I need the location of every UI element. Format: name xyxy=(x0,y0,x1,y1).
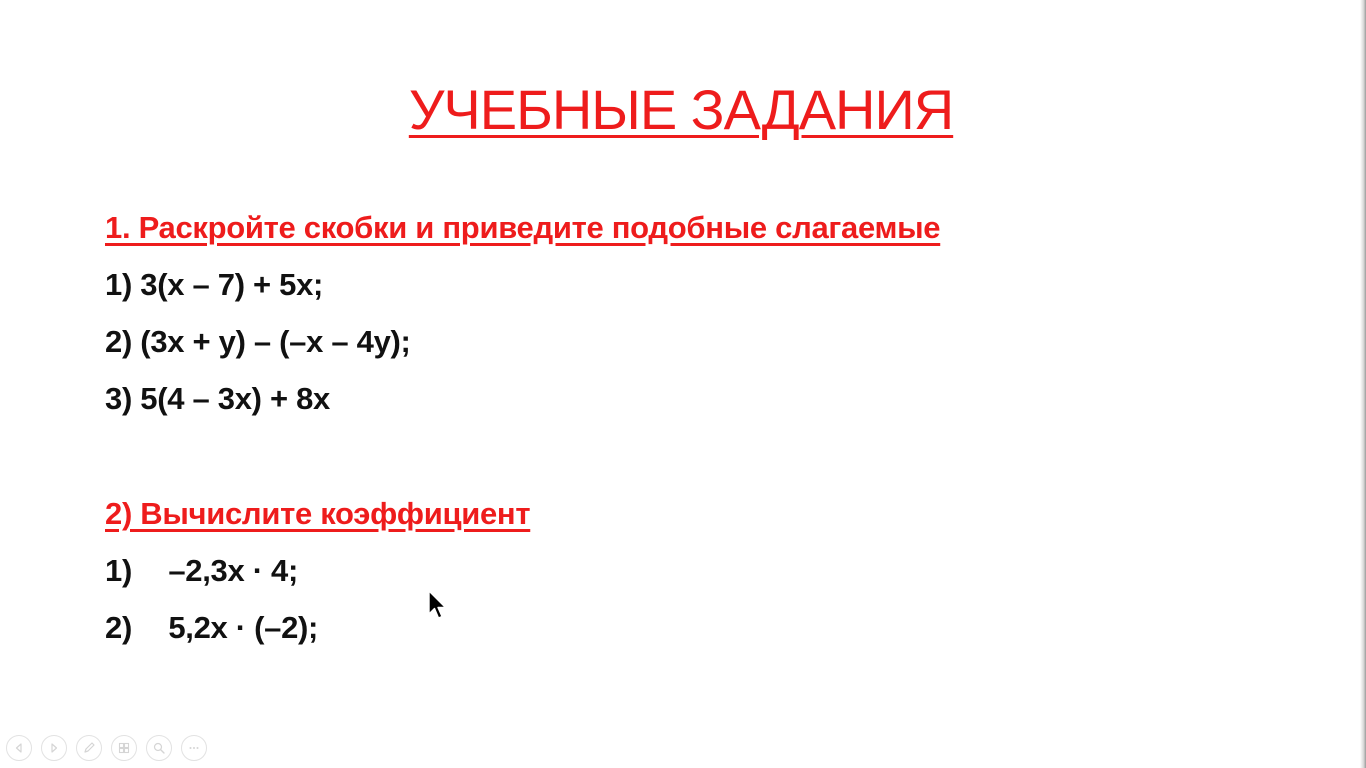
presentation-toolbar xyxy=(6,735,207,763)
item-number: 2) xyxy=(105,324,132,359)
more-options-button[interactable] xyxy=(181,735,207,761)
section2-item-1 xyxy=(105,553,298,589)
item-number: 2) xyxy=(105,610,132,645)
zoom-icon xyxy=(152,741,166,755)
previous-slide-icon xyxy=(12,741,26,755)
item-expression: 5(4 – 3x) + 8x xyxy=(140,381,330,416)
previous-slide-button[interactable] xyxy=(6,735,32,761)
section1-item-1 xyxy=(105,267,323,303)
pen-button[interactable] xyxy=(76,735,102,761)
item-number: 1) xyxy=(105,553,132,588)
mouse-cursor-icon xyxy=(428,590,448,622)
item-number: 3) xyxy=(105,381,132,416)
item-expression: –2,3x · 4; xyxy=(168,553,299,588)
item-number: 1) xyxy=(105,267,132,302)
section2-heading: 2) Вычислите коэффициент xyxy=(105,496,531,531)
slides-grid-icon xyxy=(117,741,131,755)
section1-item-2 xyxy=(105,324,411,360)
item-expression: 3(x – 7) + 5x; xyxy=(140,267,324,302)
item-expression: 5,2x · (–2); xyxy=(168,610,319,645)
slides-grid-button[interactable] xyxy=(111,735,137,761)
section2-item-2 xyxy=(105,610,318,646)
slide-title: УЧЕБНЫЕ ЗАДАНИЯ xyxy=(408,78,954,141)
zoom-button[interactable] xyxy=(146,735,172,761)
pen-icon xyxy=(82,741,96,755)
next-slide-icon xyxy=(47,741,61,755)
section1-heading: 1. Раскройте скобки и приведите подобные слагаемые xyxy=(105,210,941,245)
more-options-icon xyxy=(187,741,201,755)
next-slide-button[interactable] xyxy=(41,735,67,761)
item-expression: (3x + y) – (–x – 4y); xyxy=(140,324,411,359)
section1-item-3 xyxy=(105,381,330,417)
